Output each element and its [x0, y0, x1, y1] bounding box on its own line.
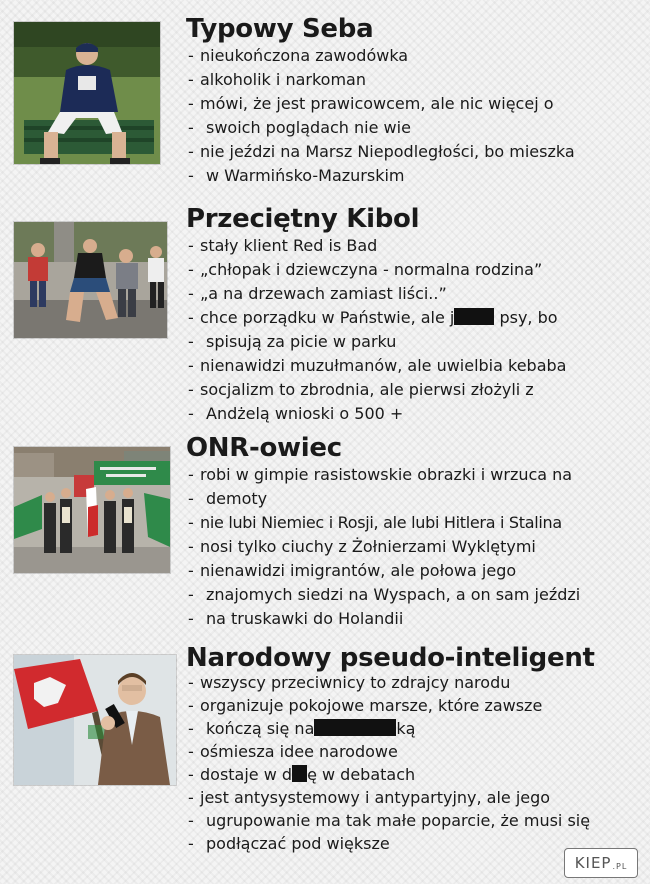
line-text: dostaje w d	[200, 765, 293, 784]
list-item: - mówi, że jest prawicowcem, ale nic więcej o	[186, 92, 644, 116]
trait-list	[186, 234, 644, 426]
section-title: Narodowy pseudo-inteligent	[186, 643, 595, 673]
list-item-continuation	[186, 402, 644, 426]
line-text: swoich poglądach nie wie	[206, 118, 411, 137]
section-title: Przeciętny Kibol	[186, 204, 420, 234]
line-text: ę w debatach	[307, 765, 416, 784]
list-item: - alkoholik i narkoman	[186, 68, 644, 92]
text-block	[186, 433, 644, 631]
list-item: - nie jeździ na Marsz Niepodległości, bo mieszka	[186, 140, 644, 164]
text-block	[186, 14, 644, 188]
list-item: - nienawidzi muzułmanów, ale uwielbia kebaba	[186, 354, 644, 378]
trait-list	[186, 463, 644, 631]
text-block	[186, 204, 644, 426]
list-item-continuation	[186, 116, 644, 140]
line-text: chce porządku w Państwie, ale j	[200, 308, 455, 327]
trait-list	[186, 671, 644, 855]
list-item-continuation	[186, 583, 644, 607]
list-item-continuation	[186, 330, 644, 354]
list-item: - „chłopak i dziewczyna - normalna rodzina”	[186, 258, 644, 282]
censor-bar	[292, 765, 307, 782]
line-text: demoty	[206, 489, 268, 508]
list-item	[186, 306, 644, 330]
list-item-continuation	[186, 164, 644, 188]
list-item: - jest antysystemowy i antypartyjny, ale jego	[186, 786, 644, 809]
line-text: psy, bo	[499, 308, 558, 327]
censor-bar	[314, 719, 396, 736]
street-brawl-fans-photo	[14, 222, 167, 338]
line-text: na truskawki do Holandii	[206, 609, 404, 628]
list-item: - nosi tylko ciuchy z Żołnierzami Wyklętymi	[186, 535, 644, 559]
list-item: - socjalizm to zbrodnia, ale pierwsi złożyli z	[186, 378, 644, 402]
list-item: - „a na drzewach zamiast liści..”	[186, 282, 644, 306]
line-text: Andżelą wnioski o 500 +	[206, 404, 404, 423]
kiep-watermark-logo	[564, 848, 638, 878]
list-item: - ośmiesza idee narodowe	[186, 740, 644, 763]
list-item-continuation	[186, 809, 644, 832]
list-item: - nienawidzi imigrantów, ale połowa jego	[186, 559, 644, 583]
list-item-continuation	[186, 607, 644, 631]
line-text: ką	[396, 719, 416, 738]
line-text: znajomych siedzi na Wyspach, a on sam jeździ	[206, 585, 581, 604]
line-text: ugrupowanie ma tak małe poparcie, że musi się	[206, 811, 591, 830]
line-text: spisują za picie w parku	[206, 332, 397, 351]
list-item	[186, 763, 644, 786]
censor-bar	[454, 308, 494, 325]
list-item-continuation	[186, 717, 644, 740]
list-item: - nieukończona zawodówka	[186, 44, 644, 68]
list-item: - stały klient Red is Bad	[186, 234, 644, 258]
list-item: - wszyscy przeciwnicy to zdrajcy narodu	[186, 671, 644, 694]
text-block	[186, 643, 644, 855]
line-text: podłączać pod większe	[206, 834, 390, 853]
man-speaking-with-microphone-and-flag-photo	[14, 655, 176, 785]
nationalist-march-with-banners-photo	[14, 447, 170, 573]
watermark-suffix: .PL	[612, 861, 628, 871]
line-text: kończą się na	[206, 719, 315, 738]
section-title: ONR-owiec	[186, 433, 342, 463]
trait-list	[186, 44, 644, 188]
young-man-sitting-on-bench-photo	[14, 22, 160, 164]
line-text: w Warmińsko-Mazurskim	[206, 166, 405, 185]
list-item: - organizuje pokojowe marsze, które zawsze	[186, 694, 644, 717]
list-item: - nie lubi Niemiec i Rosji, ale lubi Hitlera i Stalina	[186, 511, 644, 535]
list-item-continuation	[186, 487, 644, 511]
list-item: - robi w gimpie rasistowskie obrazki i wrzuca na	[186, 463, 644, 487]
section-title: Typowy Seba	[186, 14, 374, 44]
watermark-text: KIEP	[574, 854, 612, 872]
